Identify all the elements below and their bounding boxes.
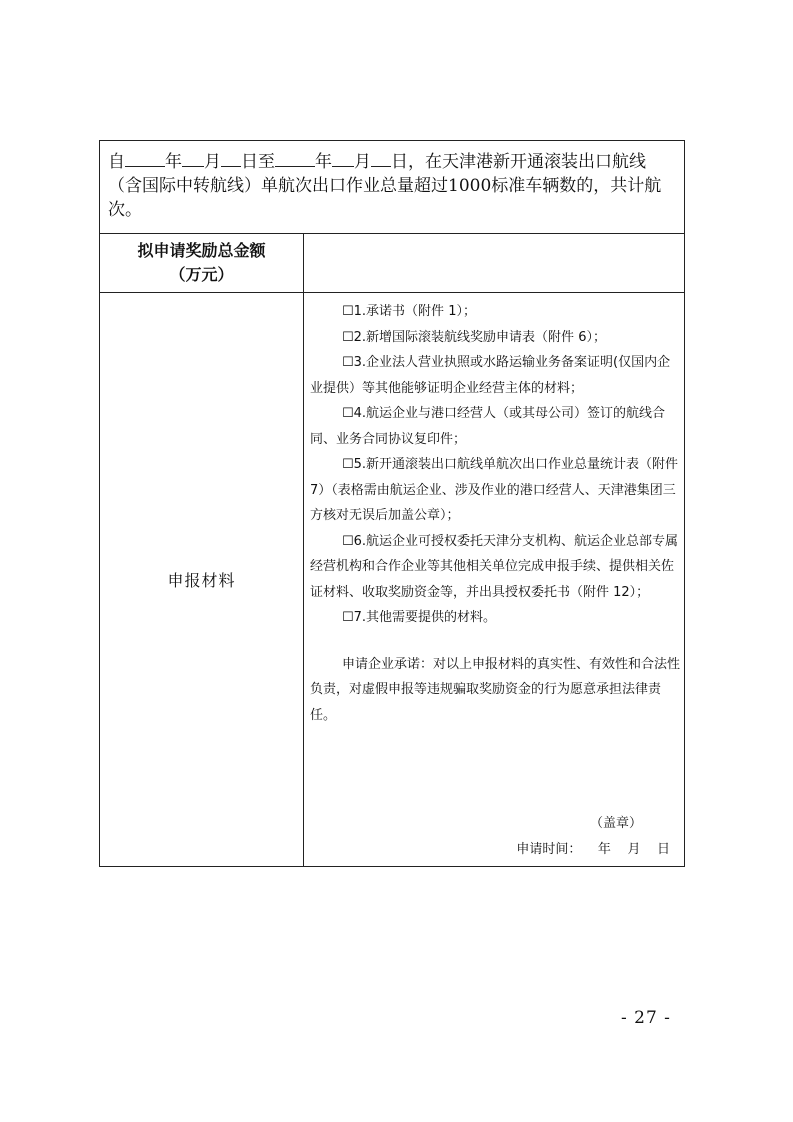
award-amount-label: 拟申请奖励总金额 <box>137 241 266 260</box>
award-amount-label-cell <box>100 234 304 292</box>
page-number: - 27 - <box>621 1008 671 1028</box>
statement-month-1: 月 <box>204 152 221 172</box>
material-item-2[interactable]: ☐2.新增国际滚装航线奖励申请表（附件 6）； <box>342 329 606 345</box>
statement-body: 日，在天津港新开通滚装出口航线（含国际中转航线）单航次出口作业总量超过1000标准车辆数的，共计 <box>108 152 646 196</box>
voyage-statement-row <box>100 141 684 234</box>
end-month-blank <box>332 149 354 167</box>
start-day-blank <box>221 149 241 167</box>
application-date: 申请时间： 年 月 日 <box>516 842 670 857</box>
end-year-blank <box>275 149 315 167</box>
statement-year-2: 年 <box>315 152 332 172</box>
materials-checklist <box>310 299 682 728</box>
material-item-1[interactable]: ☐1.承诺书（附件 1）； <box>342 304 476 319</box>
material-item-6[interactable]: ☐6.航运企业可授权委托天津分支机构、航运企业总部专属经营机构和合作企业等其他相关单位完成申报手续、提供相关佐证材料、收取奖励资金等，并出具授权委托书（附件 12）； <box>310 533 679 600</box>
statement-from: 自 <box>108 152 125 172</box>
statement-day-to: 日至 <box>241 152 275 172</box>
statement-month-2: 月 <box>354 152 371 172</box>
material-item-5[interactable]: ☐5.新开通滚装出口航线单航次出口作业总量统计表（附件 7）（表格需由航运企业、涉及作业的港口经营人、天津港集团三方核对无误后加盖公章）； <box>310 457 679 523</box>
seal-label: （盖章） <box>589 816 642 831</box>
application-form-table <box>99 140 685 867</box>
start-year-blank <box>125 149 165 167</box>
applicant-pledge: 申请企业承诺：对以上申报材料的真实性、有效性和合法性负责，对虚假申报等违规骗取奖励资金的行为愿意承担法律责任。 <box>310 656 681 723</box>
materials-label: 申报材料 <box>167 571 236 590</box>
statement-year-1: 年 <box>165 152 182 172</box>
award-amount-value-cell[interactable] <box>304 234 684 292</box>
materials-content-cell <box>304 293 684 866</box>
material-item-3[interactable]: ☐3.企业法人营业执照或水路运输业务备案证明(仅国内企业提供）等其他能够证明企业经营主体的材料； <box>310 355 671 396</box>
end-day-blank <box>371 149 391 167</box>
application-materials-row <box>100 293 684 866</box>
material-item-4[interactable]: ☐4.航运企业与港口经营人（或其母公司）签订的航线合同、业务合同协议复印件； <box>310 406 666 447</box>
materials-label-cell <box>100 293 304 866</box>
award-amount-unit: （万元） <box>169 265 234 284</box>
statement-voyages: 航次。 <box>108 176 662 220</box>
award-amount-row <box>100 234 684 293</box>
material-item-7[interactable]: ☐7.其他需要提供的材料。 <box>342 610 497 625</box>
start-month-blank <box>182 149 204 167</box>
